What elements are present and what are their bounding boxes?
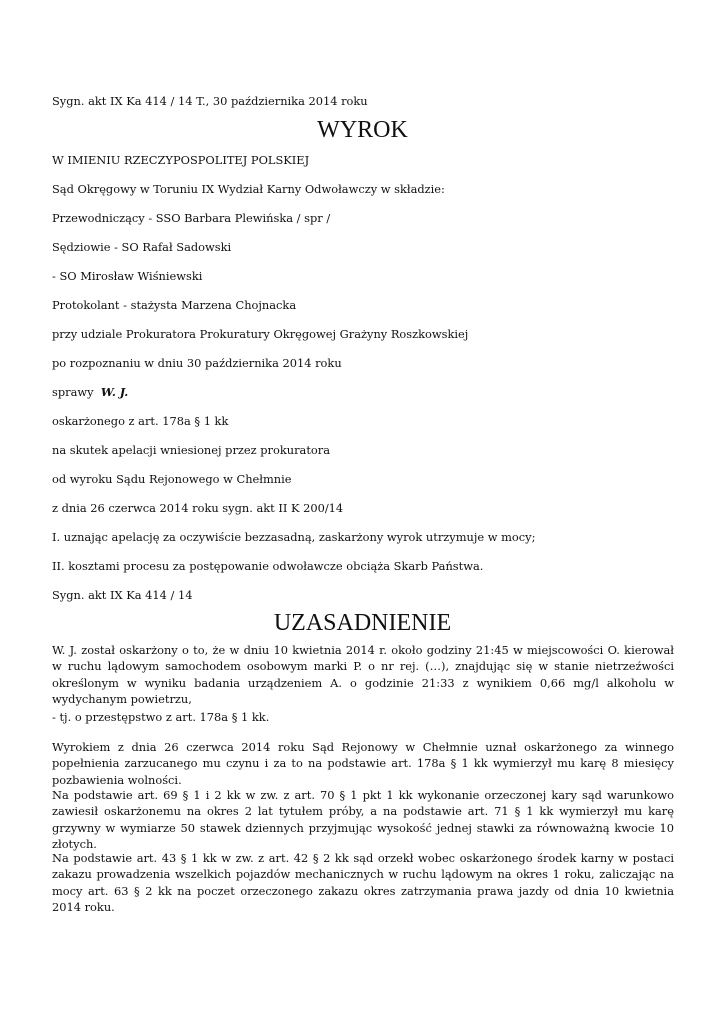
justification-paragraph: Na podstawie art. 69 § 1 i 2 kk w zw. z art. 70 § 1 pkt 1 kk wykonanie orzeczonej kary sąd warunkowo zawiesił oskarżonemu na okres 2 lat tytułem próby, a na podstawie art. 71 § 1 kk wymierzył mu karę grzywny w wymiarze 50 stawek dziennych przyjmując wysokość jednej stawki za równoważną kwocie 10 złotych. bbox=[52, 788, 674, 852]
ruling-point: II. kosztami procesu za postępowanie odwoławcze obciąża Skarb Państwa. bbox=[52, 559, 484, 573]
case-signature-line: Sygn. akt IX Ka 414 / 14 T., 30 października 2014 roku bbox=[52, 94, 368, 108]
verdict-line: Sąd Okręgowy w Toruniu IX Wydział Karny Odwoławczy w składzie: bbox=[52, 182, 445, 196]
justification-paragraph: Na podstawie art. 43 § 1 kk w zw. z art. 42 § 2 kk sąd orzekł wobec oskarżonego środek karny w postaci zakazu prowadzenia wszelkich pojazdów mechanicznych w ruchu lądowym na okres 1 roku, zaliczając na mocy art. 63 § 2 kk na poczet orzeczonego zakazu okres zatrzymania prawa jazdy od dnia 10 kwietnia 2014 roku. bbox=[52, 851, 674, 915]
justification-paragraph: - tj. o przestępstwo z art. 178a § 1 kk. bbox=[52, 710, 270, 724]
verdict-line: od wyroku Sądu Rejonowego w Chełmnie bbox=[52, 472, 292, 486]
justification-paragraph: Wyrokiem z dnia 26 czerwca 2014 roku Sąd Rejonowy w Chełmnie uznał oskarżonego za winnego popełnienia zarzucanego mu czynu i za to na podstawie art. 178a § 1 kk wymierzył mu karę 8 miesięcy pozbawienia wolności. bbox=[52, 740, 674, 787]
case-signature-repeat: Sygn. akt IX Ka 414 / 14 bbox=[52, 588, 193, 602]
verdict-line: po rozpoznaniu w dniu 30 października 2014 roku bbox=[52, 356, 342, 370]
justification-paragraph: W. J. został oskarżony o to, że w dniu 10 kwietnia 2014 r. około godziny 21:45 w miejscowości O. kierował w ruchu lądowym samochodem osobowym marki P. o nr rej. (…), znajdując się w stanie nietrzeźwości określonym w wyniku badania urządzeniem A. o godzinie 21:33 z wynikiem 0,66 mg/l alkoholu w wydychanym powietrzu, bbox=[52, 643, 674, 707]
verdict-line: oskarżonego z art. 178a § 1 kk bbox=[52, 414, 229, 428]
verdict-line: z dnia 26 czerwca 2014 roku sygn. akt II K 200/14 bbox=[52, 501, 344, 515]
verdict-line: na skutek apelacji wniesionej przez prokuratora bbox=[52, 443, 330, 457]
defendant-name: W. J. bbox=[100, 385, 129, 399]
verdict-line: Przewodniczący - SSO Barbara Plewińska / spr / bbox=[52, 211, 331, 225]
case-prefix: sprawy bbox=[52, 385, 94, 399]
justification-title: UZASADNIENIE bbox=[273, 610, 452, 636]
verdict-title: WYROK bbox=[317, 117, 408, 143]
ruling-point: I. uznając apelację za oczywiście bezzasadną, zaskarżony wyrok utrzymuje w mocy; bbox=[52, 530, 536, 544]
verdict-line: Protokolant - stażysta Marzena Chojnacka bbox=[52, 298, 297, 312]
verdict-line: przy udziale Prokuratora Prokuratury Okręgowej Grażyny Roszkowskiej bbox=[52, 327, 469, 341]
verdict-line: W IMIENIU RZECZYPOSPOLITEJ POLSKIEJ bbox=[52, 153, 310, 167]
case-party-line bbox=[52, 385, 128, 400]
verdict-line: - SO Mirosław Wiśniewski bbox=[52, 269, 203, 283]
verdict-line: Sędziowie - SO Rafał Sadowski bbox=[52, 240, 232, 254]
